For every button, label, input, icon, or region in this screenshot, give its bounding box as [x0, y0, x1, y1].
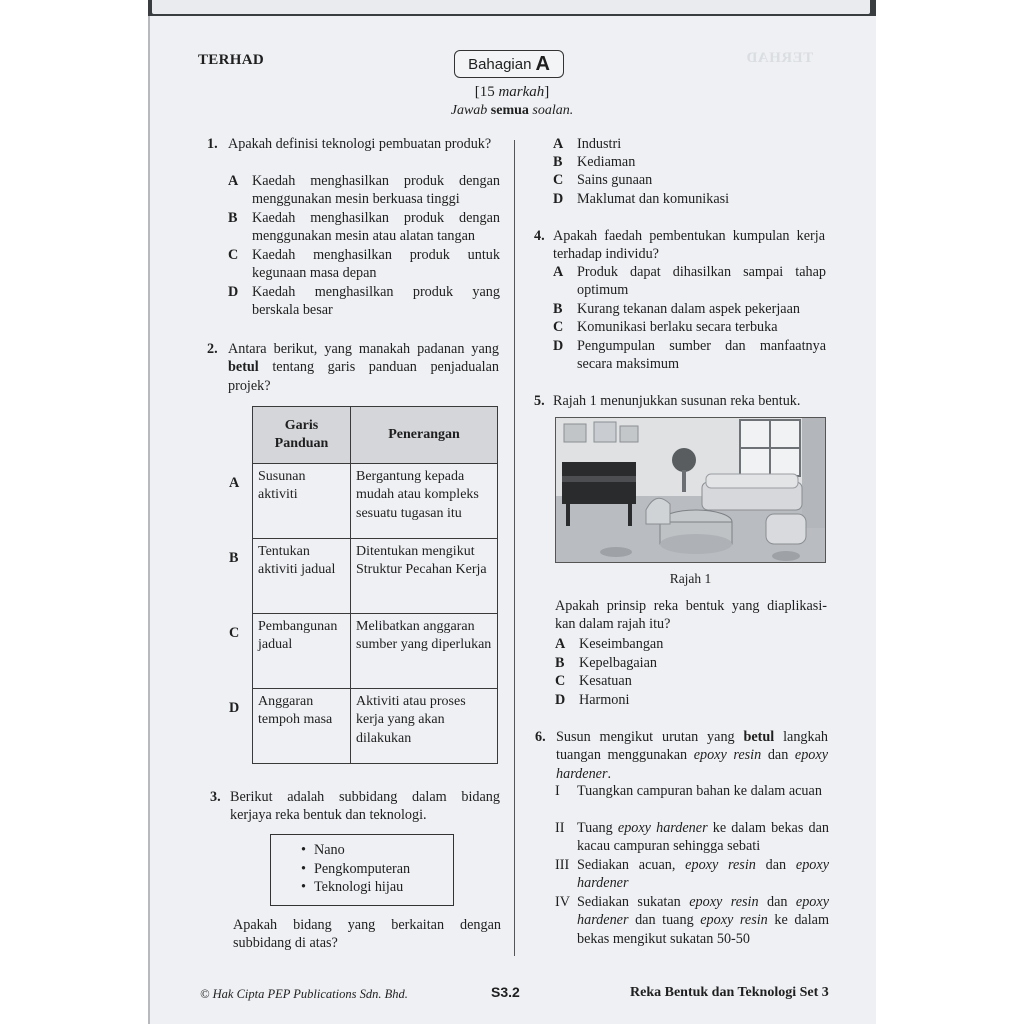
- option-label: C: [228, 247, 239, 263]
- step-part: dan: [755, 857, 796, 873]
- option-text: Harmoni: [579, 692, 630, 708]
- option-text: Industri: [577, 136, 622, 152]
- table-row: [253, 689, 498, 764]
- q6-stem-part-e: dan: [761, 747, 795, 764]
- option-text: Kepelbagaian: [579, 655, 657, 671]
- step-label: III: [555, 857, 570, 873]
- list-item: • Pengkomputeran: [301, 860, 453, 879]
- q1-stem: Apakah definisi teknologi pembuatan produk?: [228, 136, 492, 152]
- step-term: epoxy hardener: [577, 857, 829, 892]
- option-text: Kurang tekanan dalam aspek pekerjaan: [577, 301, 800, 317]
- option-text: Pengumpulan sumber dan manfaatnya secara maksimum: [577, 338, 826, 373]
- classification-label: TERHAD: [198, 52, 264, 68]
- option-text: Komunikasi berlaku secara terbuka: [577, 319, 778, 335]
- step-term: epoxy resin: [689, 894, 759, 910]
- q3-number: 3.: [210, 789, 221, 805]
- marks-word: markah: [498, 84, 545, 100]
- page-number: S3.2: [491, 984, 520, 1000]
- marks-number: [15: [474, 84, 499, 100]
- q6-stem-term-resin: epoxy resin: [693, 747, 762, 764]
- option-label: A: [553, 264, 564, 280]
- q6-stem-part-c: langkah tuangan menggunakan: [556, 729, 828, 764]
- step-label: II: [555, 820, 565, 836]
- table-header: Penerangan: [351, 407, 498, 464]
- q6-stem: [556, 728, 828, 783]
- list-item: • Nano: [301, 841, 453, 860]
- step-part: dan: [758, 894, 796, 910]
- option-text: Kaedah menghasilkan produk dengan menggunakan mesin atau alatan tangan: [252, 210, 500, 245]
- option-text: Kaedah menghasilkan produk untuk kegunaan masa depan: [252, 247, 500, 282]
- step-part: dan tuang: [628, 912, 701, 929]
- section-letter: A: [535, 52, 550, 75]
- option-text: Maklumat dan komunikasi: [577, 191, 730, 207]
- option-label: A: [553, 136, 564, 152]
- table-cell: Ditentukan mengikut Struktur Pecahan Kerja: [351, 539, 498, 614]
- option-label: D: [553, 191, 564, 207]
- table-cell: Aktiviti atau proses kerja yang akan dilakukan: [351, 689, 498, 764]
- copyright-notice: © Hak Cipta PEP Publications Sdn. Bhd.: [200, 987, 408, 1001]
- table-row: [253, 614, 498, 689]
- option-text: Kaedah menghasilkan produk yang berskala besar: [252, 284, 500, 319]
- step-part: Sediakan sukatan: [577, 894, 690, 910]
- step-label: I: [555, 783, 560, 799]
- list-item: • Teknologi hijau: [301, 878, 453, 897]
- instruction-part-c: soalan.: [528, 103, 574, 118]
- q6-stem-period: .: [607, 765, 612, 782]
- subfield-box: [270, 834, 454, 906]
- q6-number: 6.: [535, 729, 546, 745]
- q2-row-label-c[interactable]: C: [229, 625, 240, 641]
- q2-row-label-a[interactable]: A: [229, 475, 240, 491]
- q6-stem-emphasis: betul: [743, 729, 775, 745]
- q2-stem-part-a: Antara berikut, yang manakah padanan yang: [228, 341, 499, 357]
- guideline-table: [252, 406, 498, 764]
- q2-row-label-d[interactable]: D: [229, 700, 240, 716]
- q6-stem-part-a: Susun mengikut urutan yang: [556, 729, 744, 745]
- table-row: [253, 464, 498, 539]
- option-label: B: [555, 655, 565, 671]
- step-label: IV: [555, 894, 570, 910]
- step-text: [577, 893, 829, 948]
- option-label: C: [553, 319, 564, 335]
- option-label: B: [553, 154, 563, 170]
- option-label: B: [553, 301, 563, 317]
- table-cell: Pembangunan jadual: [253, 614, 351, 689]
- table-cell: Anggaran tempoh masa: [253, 689, 351, 764]
- subject-title: Reka Bentuk dan Teknologi Set 3: [630, 985, 829, 1000]
- option-label: C: [553, 172, 564, 188]
- q5-number: 5.: [534, 393, 545, 409]
- q2-stem-emphasis: betul: [228, 359, 259, 376]
- step-part: ke dalam bekas mengikut sukatan 50-50: [577, 912, 829, 947]
- column-divider: [514, 140, 515, 956]
- figure-caption: Rajah 1: [669, 571, 712, 586]
- step-text: Tuangkan campuran bahan ke dalam acuan: [577, 783, 822, 799]
- instruction-line: [0, 103, 1024, 119]
- step-text: [577, 856, 829, 893]
- table-row: [253, 539, 498, 614]
- step-text: [577, 819, 829, 856]
- option-label: D: [228, 284, 239, 300]
- marks-line: [0, 84, 1024, 101]
- q4-number: 4.: [534, 228, 545, 244]
- option-text: Kediaman: [577, 154, 636, 170]
- step-term: epoxy hardener: [577, 894, 829, 929]
- q2-stem-part-c: tentang garis panduan penjadualan projek?: [228, 359, 499, 394]
- option-label: A: [555, 636, 566, 652]
- q5-question: Apakah prinsip reka bentuk yang diaplikasi- kan dalam rajah itu?: [555, 598, 827, 633]
- table-header: Garis Panduan: [253, 407, 351, 464]
- option-text: Sains gunaan: [577, 172, 653, 188]
- option-label: A: [228, 173, 239, 189]
- instruction-emphasis: semua: [490, 103, 529, 118]
- step-term: epoxy resin: [700, 912, 768, 929]
- option-text: Kaedah menghasilkan produk dengan menggunakan mesin berkuasa tinggi: [252, 173, 500, 208]
- instruction-part-a: Jawab: [450, 103, 491, 118]
- q5-stem: Rajah 1 menunjukkan susunan reka bentuk.: [553, 393, 801, 409]
- option-text: Keseimbangan: [579, 636, 664, 652]
- step-part: ke dalam bekas dan kacau campuran sehingga sebati: [577, 820, 829, 855]
- marks-close: ]: [544, 84, 550, 100]
- q6-stem-term-hardener: epoxy hardener: [556, 747, 828, 782]
- section-badge: [454, 50, 564, 78]
- step-term: epoxy hardener: [617, 820, 708, 836]
- table-header-row: [253, 407, 498, 464]
- step-part: Tuang: [577, 820, 618, 836]
- section-word: Bahagian: [468, 55, 532, 73]
- living-room-illustration: [556, 418, 826, 563]
- option-label: C: [555, 673, 566, 689]
- option-label: D: [553, 338, 564, 354]
- q2-row-label-b[interactable]: B: [229, 550, 239, 566]
- bleed-through-label: TERHAD: [746, 50, 814, 66]
- table-cell: Susunan aktiviti: [253, 464, 351, 539]
- step-part: Sediakan acuan,: [577, 857, 686, 873]
- living-room-photo: [555, 417, 826, 563]
- option-text: Produk dapat dihasilkan sampai tahap optimum: [577, 264, 826, 299]
- table-cell: Melibatkan anggaran sumber yang diperlukan: [351, 614, 498, 689]
- q1-number: 1.: [207, 136, 218, 152]
- table-cell: Tentukan aktiviti jadual: [253, 539, 351, 614]
- q3-question: Apakah bidang yang berkaitan dengan subbidang di atas?: [233, 917, 501, 952]
- table-cell: Bergantung kepada mudah atau kompleks sesuatu tugasan itu: [351, 464, 498, 539]
- q2-stem: [228, 340, 499, 395]
- scan-top-edge-inner: [152, 0, 870, 14]
- option-label: D: [555, 692, 566, 708]
- q3-stem: Berikut adalah subbidang dalam bidang kerjaya reka bentuk dan teknologi.: [230, 789, 500, 824]
- step-term: epoxy resin: [685, 857, 756, 873]
- q4-stem: Apakah faedah pembentukan kumpulan kerja terhadap individu?: [553, 228, 825, 263]
- q2-number: 2.: [207, 341, 218, 357]
- option-label: B: [228, 210, 238, 226]
- option-text: Kesatuan: [579, 673, 632, 689]
